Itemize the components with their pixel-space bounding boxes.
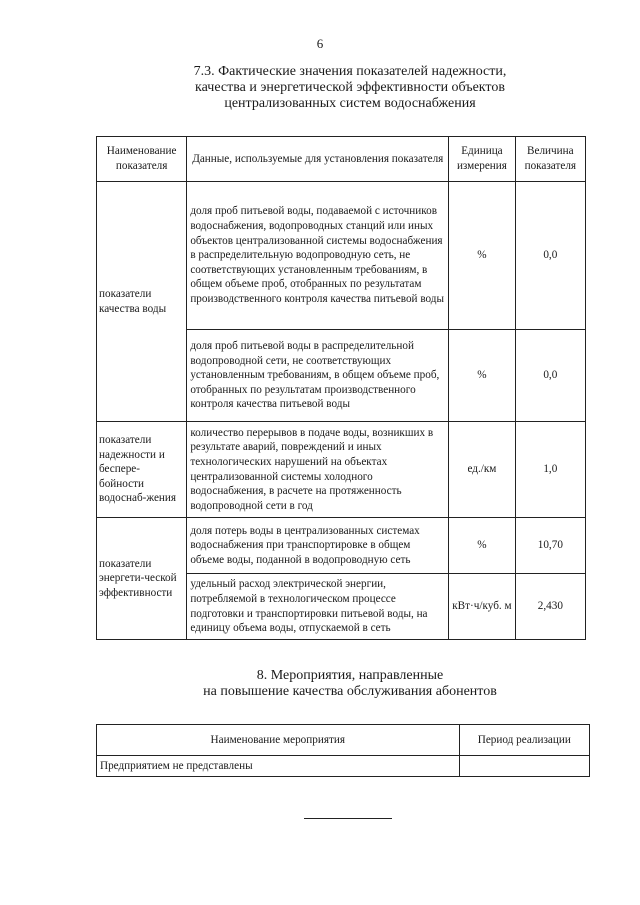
header-name: Наименование показателя — [97, 137, 187, 182]
header-unit: Единица измерения — [449, 137, 515, 182]
indicators-table — [96, 136, 586, 640]
page-number: 6 — [316, 36, 324, 51]
table-row — [97, 182, 586, 330]
measure-period — [459, 756, 589, 777]
title-line: качества и энергетической эффективности объектов — [195, 80, 505, 95]
header-period: Период реализации — [459, 725, 589, 756]
title-line: централизованных систем водоснабжения — [224, 96, 476, 111]
row-value: 1,0 — [515, 422, 585, 518]
measure-name: Предприятием не представлены — [97, 756, 460, 777]
group-name-reliability: показатели надежности и беспере-бойности водоснаб-жения — [97, 422, 187, 518]
row-data: количество перерывов в подаче воды, возникших в результате аварий, повреждений и иных технологических нарушений на объектах централизованной системы холодного водоснабжения, в расчете на протяженность водопроводной сети в год — [187, 422, 449, 518]
table-row — [97, 422, 586, 518]
row-data: доля проб питьевой воды, подаваемой с источников водоснабжения, водопроводных станций или иных объектов централизованной системы водоснабжения в распределительную водопроводную сеть, не соответствующих установленным требованиям, в общем объеме проб, отобранных по результатам производственного контроля качества питьевой воды — [187, 182, 449, 330]
title-line: 8. Мероприятия, направленные — [256, 668, 444, 683]
row-data: удельный расход электрической энергии, потребляемой в технологическом процессе подготовки и транспортировки питьевой воды, на единицу объема воды, отпускаемой в сеть — [187, 574, 449, 640]
row-unit: % — [449, 182, 515, 330]
group-name-quality: показатели качества воды — [97, 182, 187, 422]
table-header-row — [97, 725, 590, 756]
row-value: 10,70 — [515, 518, 585, 574]
table-row — [97, 756, 590, 777]
table-header-row — [97, 137, 586, 182]
header-measure-name: Наименование мероприятия — [97, 725, 460, 756]
table-row — [97, 518, 586, 574]
measures-table — [96, 724, 590, 777]
row-value: 0,0 — [515, 182, 585, 330]
header-data: Данные, используемые для установления показателя — [187, 137, 449, 182]
title-line: 7.3. Фактические значения показателей надежности, — [193, 64, 507, 79]
section-7-3-title — [100, 64, 600, 112]
title-line: на повышение качества обслуживания абонентов — [203, 684, 497, 699]
row-data: доля проб питьевой воды в распределительной водопроводной сети, не соответствующих установленным требованиям, в общем объеме проб, отобранных по результатам производственного контроля качества питьевой воды — [187, 330, 449, 422]
header-value: Величина показателя — [515, 137, 585, 182]
row-value: 0,0 — [515, 330, 585, 422]
row-unit: ед./км — [449, 422, 515, 518]
group-name-energy: показатели энергети-ческой эффективности — [97, 518, 187, 640]
row-data: доля потерь воды в централизованных системах водоснабжения при транспортировке в общем объеме воды, поданной в водопроводную сеть — [187, 518, 449, 574]
row-value: 2,430 — [515, 574, 585, 640]
row-unit: % — [449, 518, 515, 574]
row-unit: кВт·ч/куб. м — [449, 574, 515, 640]
row-unit: % — [449, 330, 515, 422]
closing-rule — [304, 818, 392, 819]
section-8-title — [100, 668, 600, 700]
